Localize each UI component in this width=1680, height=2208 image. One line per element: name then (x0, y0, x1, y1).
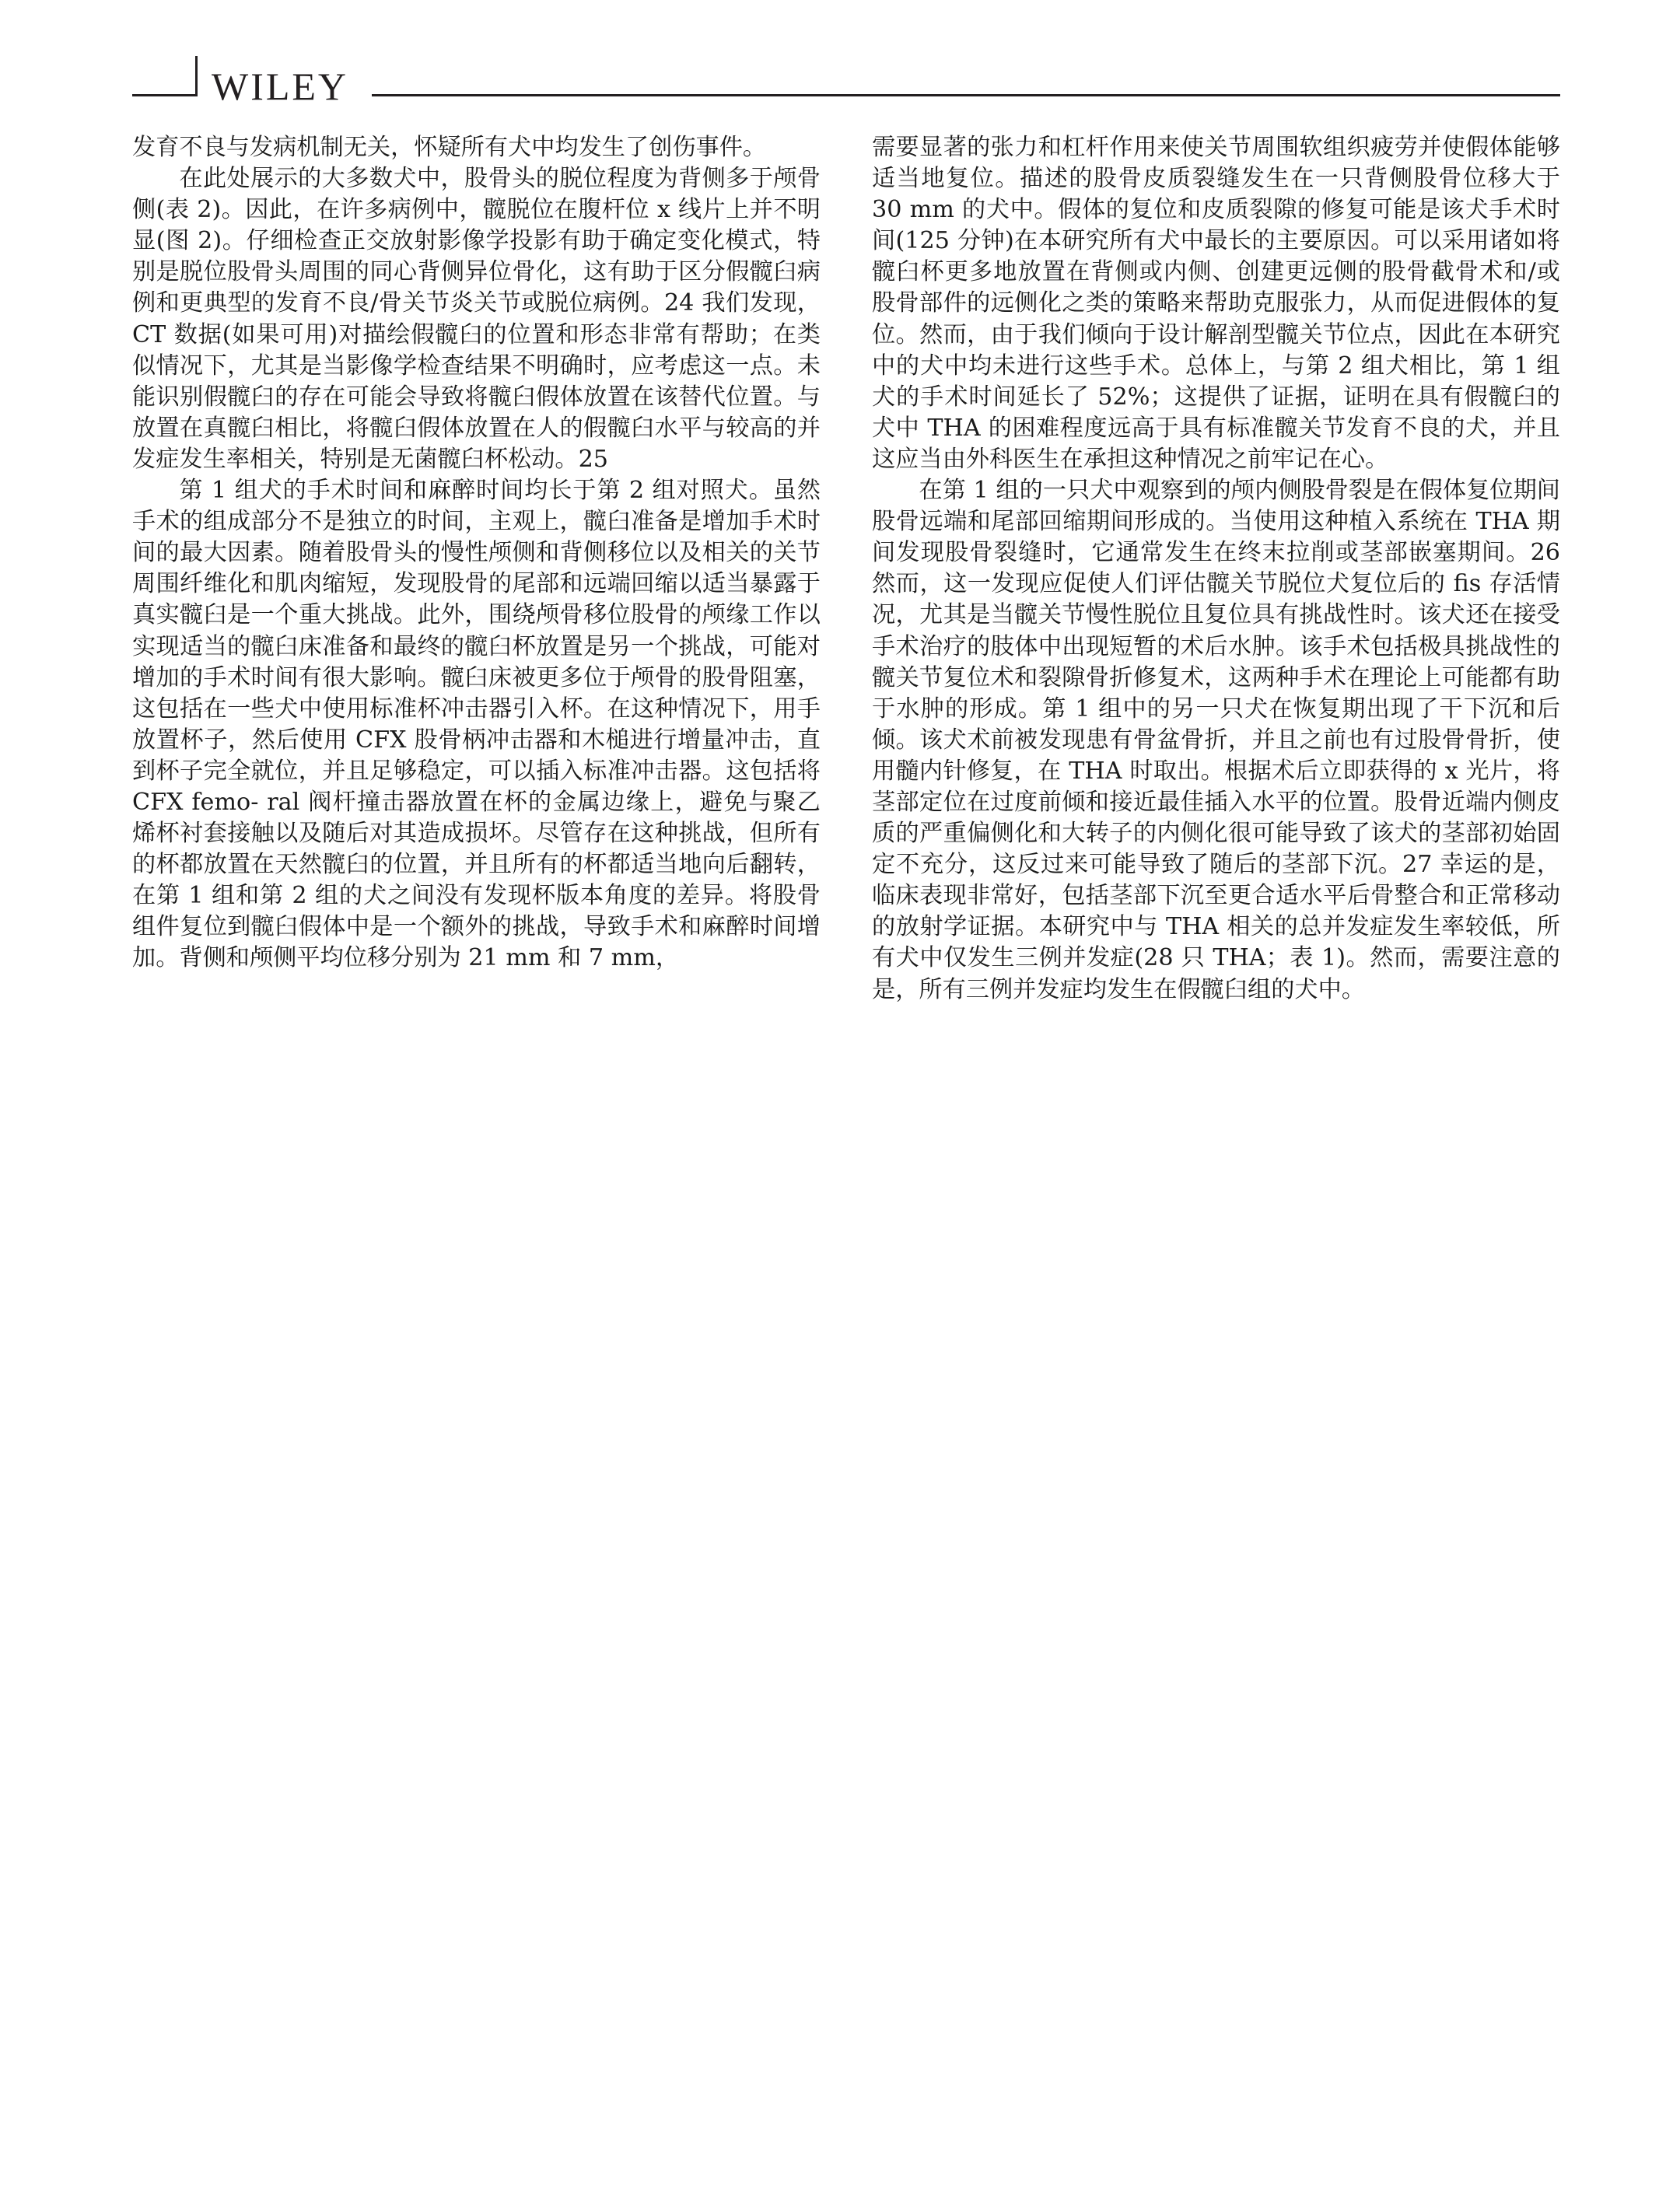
header-rule-tick (195, 56, 198, 96)
left-paragraph-1: 发育不良与发病机制无关，怀疑所有犬中均发生了创伤事件。 (132, 134, 767, 161)
left-paragraph-3: 第 1 组犬的手术时间和麻醉时间均长于第 2 组对照犬。虽然手术的组成部分不是独立的时间，主观上，髋臼准备是增加手术时间的最大因素。随着股骨头的慢性颅侧和背侧移位以及相关的关节周围纤维化和肌肉缩短，发现股骨的尾部和远端回缩以适当暴露于真实髋臼是一个重大挑战。此外，围绕颅骨移位股骨的颅缘工作以实现适当的髋臼床准备和最终的髋臼杯放置是另一个挑战，可能对增加的手术时间有很大影响。髋臼床被更多位于颅骨的股骨阻塞，这包括在一些犬中使用标准杯冲击器引入杯。在这种情况下，用手放置杯子，然后使用 CFX 股骨柄冲击器和木槌进行增量冲击，直到杯子完全就位，并且足够稳定，可以插入标准冲击器。这包括将 CFX femo- ral 阀杆撞击器放置在杯的金属边缘上，避免与聚乙烯杯衬套接触以及随后对其造成损坏。尽管存在这种挑战，但所有的杯都放置在天然髋臼的位置，并且所有的杯都适当地向后翻转，在第 1 组和第 2 组的犬之间没有发现杯版本角度的差异。将股骨组件复位到髋臼假体中是一个额外的挑战，导致手术和麻醉时间增加。背侧和颅侧平均位移分别为 21 mm 和 7 mm， (132, 477, 821, 972)
left-paragraph-2: 在此处展示的大多数犬中，股骨头的脱位程度为背侧多于颅骨侧(表 2)。因此，在许多病例中，髋脱位在腹杆位 x 线片上并不明显(图 2)。仔细检查正交放射影像学投影有助于确定变化模式，特别是脱位股骨头周围的同心背侧异位骨化，这有助于区分假髋臼病例和更典型的发育不良/骨关节炎关节或脱位病例。24 我们发现，CT 数据(如果可用)对描绘假髋臼的位置和形态非常有帮助；在类似情况下，尤其是当影像学检查结果不明确时，应考虑这一点。未能识别假髋臼的存在可能会导致将髋臼假体放置在该替代位置。与放置在真髋臼相比，将髋臼假体放置在人的假髋臼水平与较高的并发症发生率相关，特别是无菌髋臼杯松动。25 (132, 165, 821, 473)
header-rule-left (132, 94, 198, 96)
right-paragraph-1: 需要显著的张力和杠杆作用来使关节周围软组织疲劳并使假体能够适当地复位。描述的股骨皮质裂缝发生在一只背侧股骨位移大于 30 mm 的犬中。假体的复位和皮质裂隙的修复可能是该犬手术时间(125 分钟)在本研究所有犬中最长的主要原因。可以采用诸如将髋臼杯更多地放置在背侧或内侧、创建更远侧的股骨截骨术和/或股骨部件的远侧化之类的策略来帮助克服张力，从而促进假体的复位。然而，由于我们倾向于设计解剖型髋关节位点，因此在本研究中的犬中均未进行这些手术。总体上，与第 2 组犬相比，第 1 组犬的手术时间延长了 52%；这提供了证据，证明在具有假髋臼的犬中 THA 的困难程度远高于具有标准髋关节发育不良的犬，并且这应当由外科医生在承担这种情况之前牢记在心。 (872, 134, 1560, 473)
left-column (132, 132, 821, 975)
right-paragraph-2: 在第 1 组的一只犬中观察到的颅内侧股骨裂是在假体复位期间股骨远端和尾部回缩期间形成的。当使用这种植入系统在 THA 期间发现股骨裂缝时，它通常发生在终末拉削或茎部嵌塞期间。26 然而，这一发现应促使人们评估髋关节脱位犬复位后的 fis 存活情况，尤其是当髋关节慢性脱位且复位具有挑战性时。该犬还在接受手术治疗的肢体中出现短暂的术后水肿。该手术包括极具挑战性的髋关节复位术和裂隙骨折修复术，这两种手术在理论上可能都有助于水肿的形成。第 1 组中的另一只犬在恢复期出现了干下沉和后倾。该犬术前被发现患有骨盆骨折，并且之前也有过股骨骨折，使用髓内针修复，在 THA 时取出。根据术后立即获得的 x 光片，将茎部定位在过度前倾和接近最佳插入水平的位置。股骨近端内侧皮质的严重偏侧化和大转子的内侧化很可能导致了该犬的茎部初始固定不充分，这反过来可能导致了随后的茎部下沉。27 幸运的是，临床表现非常好，包括茎部下沉至更合适水平后骨整合和正常移动的放射学证据。本研究中与 THA 相关的总并发症发生率较低，所有犬中仅发生三例并发症(28 只 THA；表 1)。然而，需要注意的是，所有三例并发症均发生在假髋臼组的犬中。 (872, 477, 1560, 1003)
page-header (0, 0, 1680, 109)
right-column (872, 132, 1560, 1006)
header-rule-right (372, 94, 1560, 96)
wiley-logo: WILEY (212, 65, 349, 108)
